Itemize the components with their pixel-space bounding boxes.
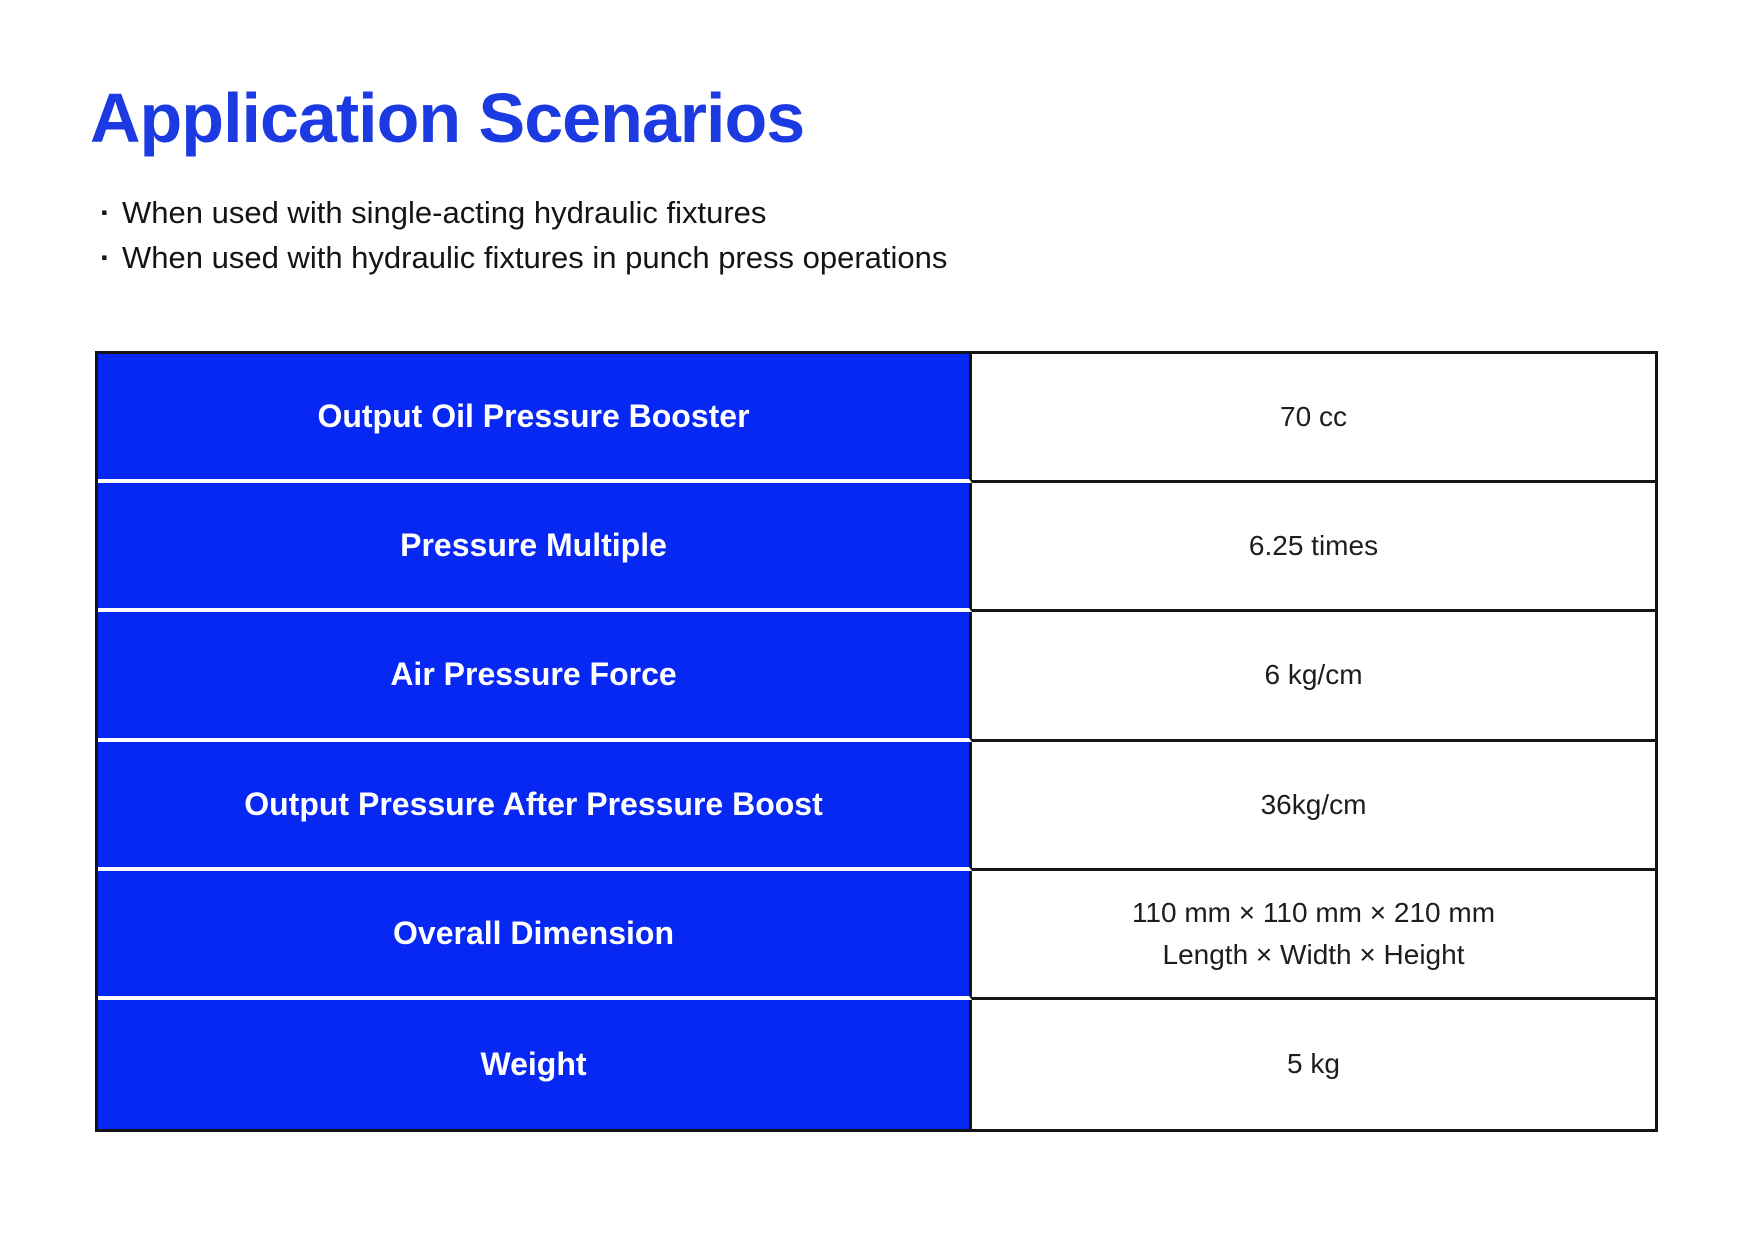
table-row xyxy=(98,483,1655,612)
spec-value-cell xyxy=(972,354,1655,483)
spec-table xyxy=(95,351,1658,1132)
spec-label: Overall Dimension xyxy=(393,914,674,951)
spec-label-cell xyxy=(98,742,972,871)
spec-value: 36kg/cm xyxy=(1260,788,1367,820)
spec-label-cell xyxy=(98,354,972,483)
bullet-dot-icon: · xyxy=(100,195,111,230)
spec-label: Air Pressure Force xyxy=(390,656,677,693)
spec-value: 5 kg xyxy=(1287,1048,1340,1080)
spec-label: Pressure Multiple xyxy=(400,527,667,564)
table-row xyxy=(98,742,1655,871)
spec-label-cell xyxy=(98,871,972,1000)
bullet-text: When used with hydraulic fixtures in punch press operations xyxy=(122,240,948,275)
bullet-item xyxy=(100,235,947,280)
spec-value: 6.25 times xyxy=(1248,530,1379,562)
spec-label-cell xyxy=(98,612,972,741)
bullet-list xyxy=(100,190,947,280)
bullet-text: When used with single-acting hydraulic fixtures xyxy=(122,195,767,230)
spec-value: 70 cc xyxy=(1280,401,1347,433)
spec-value: 110 mm × 110 mm × 210 mm xyxy=(1131,896,1496,928)
spec-label: Weight xyxy=(480,1045,587,1082)
spec-value-cell xyxy=(972,742,1655,871)
spec-label: Output Pressure After Pressure Boost xyxy=(244,785,823,822)
spec-value: 6 kg/cm xyxy=(1264,659,1363,691)
bullet-dot-icon: · xyxy=(100,240,111,275)
table-row xyxy=(98,612,1655,741)
spec-value-cell xyxy=(972,871,1655,1000)
spec-value-cell xyxy=(972,1000,1655,1129)
spec-label-cell xyxy=(98,483,972,612)
table-row xyxy=(98,1000,1655,1129)
spec-value-note: Length × Width × Height xyxy=(1162,938,1465,970)
spec-label-cell xyxy=(98,1000,972,1129)
bullet-item xyxy=(100,190,947,235)
page-title: Application Scenarios xyxy=(90,79,805,157)
spec-value-cell xyxy=(972,612,1655,741)
table-row xyxy=(98,354,1655,483)
table-row xyxy=(98,871,1655,1000)
spec-value-cell xyxy=(972,483,1655,612)
spec-label: Output Oil Pressure Booster xyxy=(317,398,750,435)
